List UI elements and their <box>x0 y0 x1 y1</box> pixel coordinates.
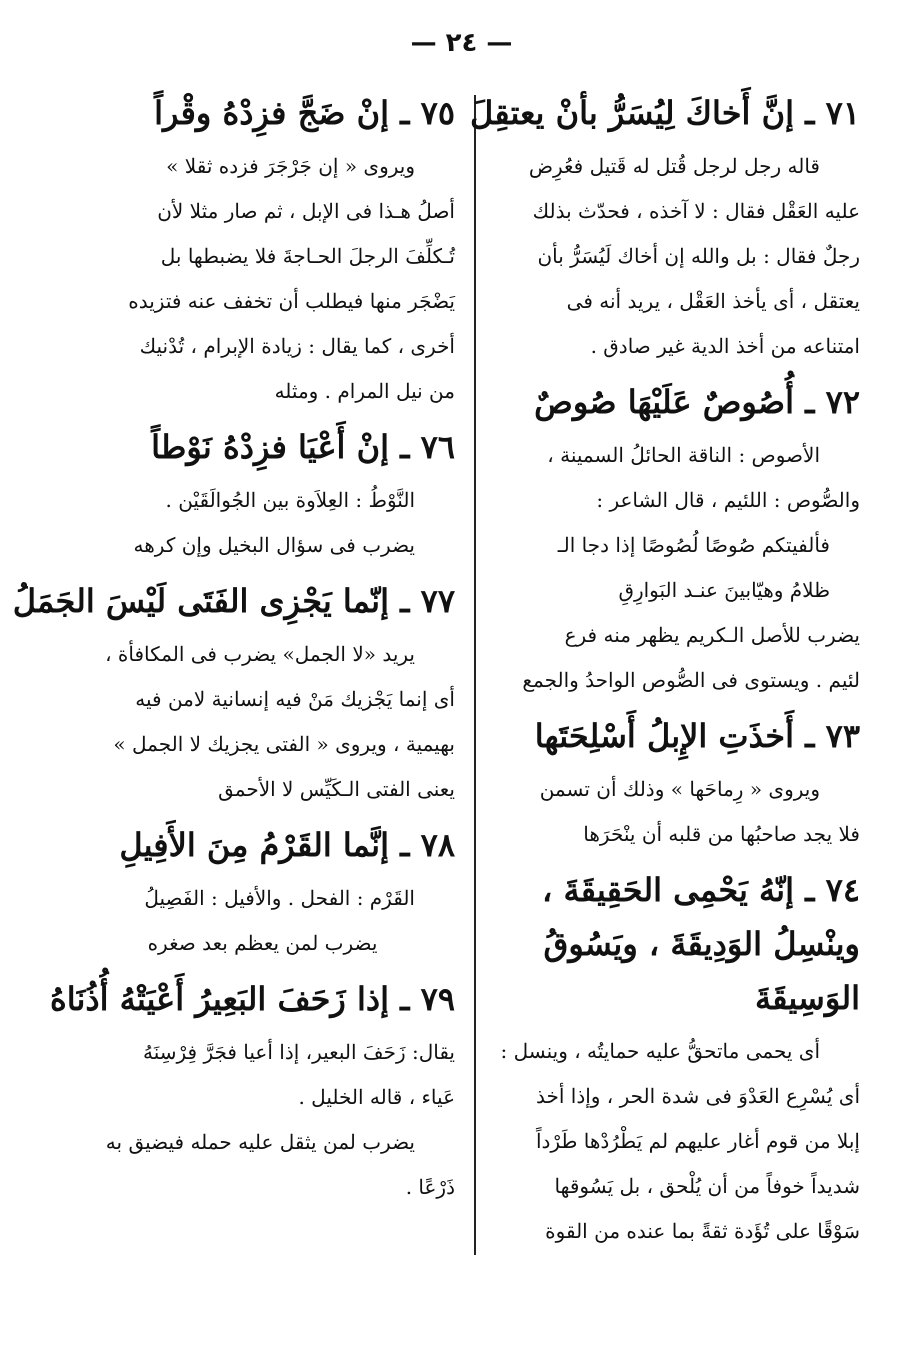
proverb-74 <box>490 863 860 1254</box>
text-line: أخرى ، كما يقال : زيادة الإبرام ، تُدْنيك <box>139 334 455 358</box>
text-line: أى إنما يَجْزيك مَنْ فيه إنسانية لامن فيه <box>135 687 455 711</box>
text-line: رجلٌ فقال : بل والله إن أخاك لَيُسَرُّ بأن <box>537 244 860 268</box>
text-line: يضرب للأصل الـكريم يظهر منه فرع <box>564 623 860 647</box>
proverb-explanation <box>490 767 860 857</box>
proverb-72 <box>490 375 860 703</box>
proverb-heading: ٧٩ ـ إذا زَحَفَ البَعِيرُ أَعْيَتْهُ أُذُنَاهُ <box>49 980 455 1018</box>
proverb-heading: ٧٥ ـ إنْ ضَجَّ فزِدْهُ وقْراً <box>154 94 455 132</box>
proverb-75 <box>70 86 455 414</box>
text-line: يعنى الفتى الـكَيِّس لا الأحمق <box>218 777 455 801</box>
text-line: يعتقل ، أى يأخذ العَقْل ، يريد أنه فى <box>566 289 860 313</box>
text-line: والصُّوص : اللئيم ، قال الشاعر : <box>596 488 860 512</box>
text-line: لئيم . ويستوى فى الصُّوص الواحدُ والجمع <box>522 668 860 692</box>
right-column <box>470 80 860 1258</box>
text-line: يَضْجَر منها فيطلب أن تخفف عنه فتزيده <box>128 289 455 313</box>
text-line: قاله رجل لرجل قُتل له قَتيل فعُرِض <box>528 154 820 178</box>
column-divider <box>474 95 476 1255</box>
text-line: فلا يجد صاحبُها من قلبه أن ينْحَرَها <box>583 822 860 846</box>
proverb-heading: ٧٦ ـ إنْ أَعْيَا فزِدْهُ نَوْطاً <box>151 428 455 466</box>
text-line: يريد «لا الجمل» يضرب فى المكافأة ، <box>105 642 415 666</box>
proverb-explanation <box>490 1029 860 1254</box>
proverb-explanation <box>70 478 455 568</box>
proverb-explanation <box>70 876 455 966</box>
text-line: النَّوْطُ : العِلاَوة بين الجُوالَقَيْن . <box>165 488 415 512</box>
text-line: ويروى « إن جَرْجَرَ فزده ثقلا » <box>166 154 415 178</box>
proverb-explanation <box>490 433 860 703</box>
proverb-heading: ٧٨ ـ إنَّما القَرْمُ مِنَ الأَفِيلِ <box>119 826 455 864</box>
text-line: عَياء ، قاله الخليل . <box>298 1085 455 1109</box>
text-line: إبلا من قوم أغار عليهم لم يَطْرُدْها طَرْداً <box>535 1129 860 1153</box>
text-line: تُـكلِّفَ الرجلَ الحـاجةَ فلا يضبطها بل <box>160 244 455 268</box>
proverb-heading: ٧٣ ـ أَخذَتِ الإِبلُ أَسْلِحَتَها <box>534 717 860 755</box>
text-line: يقال: زَحَفَ البعير، إذا أعيا فجَرَّ فِرْسِنَهُ <box>142 1040 455 1064</box>
page-number: — ٢٤ — <box>410 28 513 58</box>
text-line: أى يُسْرِع العَدْوَ فى شدة الحر ، وإذا أخذ <box>535 1084 860 1108</box>
text-line: أى يحمى ماتحقُّ عليه حمايتُه ، وينسل : <box>500 1039 820 1063</box>
text-line: بهيمية ، ويروى « الفتى يجزيك لا الجمل » <box>113 732 455 756</box>
proverb-explanation <box>490 144 860 369</box>
text-line: ذَرْعًا . <box>405 1175 455 1199</box>
poetry-line: ظلامُ وهيّابينَ عنـد البَوارِقِ <box>618 578 830 602</box>
proverb-76 <box>70 420 455 568</box>
text-line: عليه العَقْل فقال : لا آخذه ، فحدّث بذلك <box>532 199 860 223</box>
proverb-71 <box>470 86 860 369</box>
left-column <box>12 80 455 1214</box>
proverb-explanation <box>70 632 455 812</box>
proverb-heading: ٧٧ ـ إنّما يَجْزِى الفَتَى لَيْسَ الجَمَلُ <box>12 582 455 620</box>
text-line: ويروى « رِماحَها » وذلك أن تسمن <box>539 777 820 801</box>
text-line: من نيل المرام . ومثله <box>274 379 455 403</box>
proverb-explanation <box>70 1030 455 1210</box>
text-line: يضرب لمن يعظم بعد صغره <box>147 931 378 955</box>
proverb-heading: ٧٤ ـ إنّهُ يَحْمِى الحَقِيقَةَ ، وينْسِلُ الوَدِيقَةَ ، ويَسُوقُ الوَسِيقَةَ <box>542 871 860 1017</box>
text-line: امتناعه من أخذ الدية غير صادق . <box>590 334 860 358</box>
text-line: سَوْقًا على تُؤَدة ثقةً بما عنده من القوة <box>545 1219 860 1243</box>
proverb-heading: ٧٢ ـ أُصُوصٌ عَلَيْهَا صُوصٌ <box>534 383 860 421</box>
text-line: شديداً خوفاً من أن يُلْحق ، بل يَسُوقها <box>554 1174 860 1198</box>
text-line: يضرب لمن يثقل عليه حمله فيضيق به <box>105 1130 415 1154</box>
proverb-73 <box>490 709 860 857</box>
text-line: يضرب فى سؤال البخيل وإن كرهه <box>133 533 415 557</box>
proverb-77 <box>12 574 455 812</box>
proverb-78 <box>70 818 455 966</box>
poetry-line: فألفيتكم صُوصًا لُصُوصًا إذا دجا الـ <box>557 533 830 557</box>
proverb-79 <box>49 972 455 1210</box>
proverb-explanation <box>70 144 455 414</box>
text-line: الأصوص : الناقة الحائلُ السمينة ، <box>547 443 820 467</box>
proverb-heading: ٧١ ـ إنَّ أَخاكَ لِيُسَرُّ بأنْ يعتقِلَ <box>470 94 860 132</box>
text-line: القَرْم : الفحل . والأفيل : الفَصِيلُ <box>144 886 415 910</box>
text-line: أصلُ هـذا فى الإبل ، ثم صار مثلا لأن <box>157 199 455 223</box>
